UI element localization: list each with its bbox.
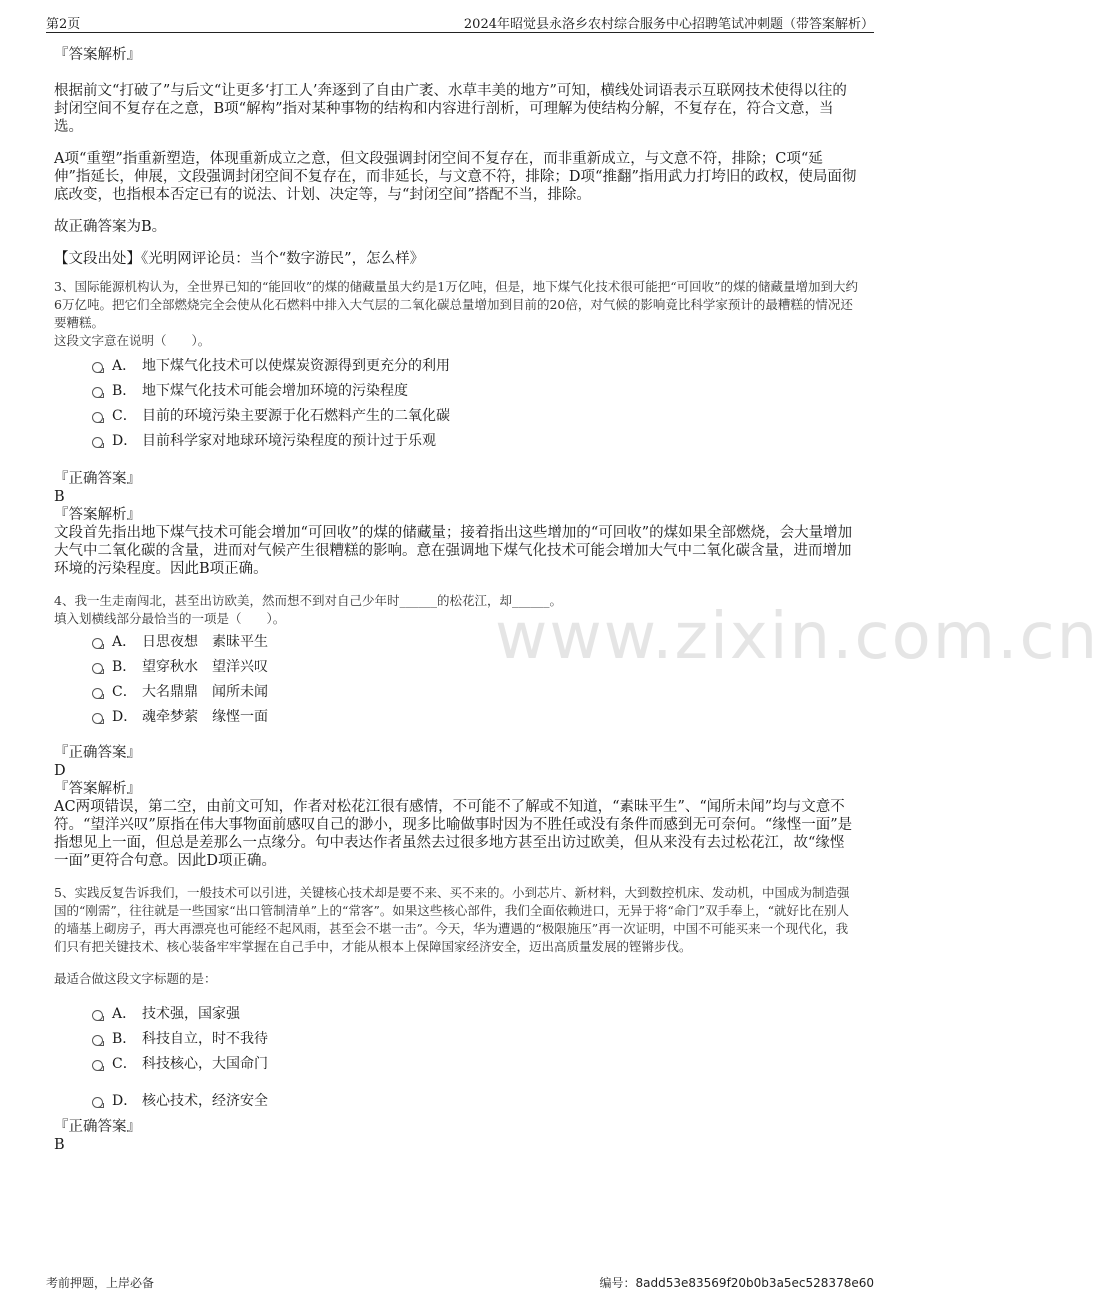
option-letter: C． bbox=[112, 408, 137, 424]
watermark: www.zixin.com.cn bbox=[495, 600, 1099, 674]
option-text: 地下煤气化技术可以使煤炭资源得到更充分的利用 bbox=[142, 358, 450, 374]
q3-analysis: 文段首先指出地下煤气技术可能会增加“可回收”的煤的储藏量；接着指出这些增加的“可回收”的煤如果全部燃烧，会大量增加大气中二氧化碳的含量，进而对气候产生很糟糕的影响。意在强调地下煤气化技术可能会增加大气中二氧化碳含量，进而增加环境的污染程度。因此B项正确。 bbox=[54, 525, 853, 577]
q4-options bbox=[54, 630, 858, 730]
q3-option-c[interactable] bbox=[54, 404, 858, 429]
radio-icon[interactable] bbox=[92, 713, 103, 724]
q3-stem: 3、国际能源机构认为，全世界已知的“能回收”的煤的储藏量虽大约是1万亿吨，但是，地下煤气化技术很可能把“可回收”的煤的储藏量增加到大约6万亿吨。把它们全部燃烧完全会使从化石燃料中排入大气层的二氧化碳总量增加到目前的20倍，对气候的影响竟比科学家预计的最糟糕的情况还要糟糕。 bbox=[54, 279, 858, 330]
q4-stem: 4、我一生走南闯北，甚至出访欧美，然而想不到对自己少年时______的松花江，却______。 bbox=[54, 593, 562, 608]
q5-option-a[interactable] bbox=[54, 1002, 858, 1027]
q5-option-d[interactable] bbox=[54, 1089, 858, 1114]
q5-answer: B bbox=[54, 1137, 65, 1153]
q4-option-b[interactable] bbox=[54, 655, 858, 680]
q2-analysis-label: 『答案解析』 bbox=[54, 47, 141, 63]
q5-answer-label: 『正确答案』 bbox=[54, 1119, 141, 1135]
q4-answer-label: 『正确答案』 bbox=[54, 745, 141, 761]
q4-analysis-label: 『答案解析』 bbox=[54, 781, 141, 797]
q3-option-a[interactable] bbox=[54, 354, 858, 379]
option-letter: C． bbox=[112, 684, 137, 700]
radio-icon[interactable] bbox=[92, 688, 103, 699]
option-text: 技术强，国家强 bbox=[142, 1006, 240, 1022]
radio-icon[interactable] bbox=[92, 387, 103, 398]
document-title: 2024年昭觉县永洛乡农村综合服务中心招聘笔试冲刺题（带答案解析） bbox=[463, 17, 874, 32]
q5-stem: 5、实践反复告诉我们，一般技术可以引进，关键核心技术却是要不来、买不来的。小到芯片、新材料，大到数控机床、发动机，中国成为制造强国的“刚需”，往往就是一些国家“出口管制清单”上的“常客”。如果这些核心部件，我们全面依赖进口，无异于将“命门”双手奉上，“就好比在别人的墙基上砌房子，再大再漂亮也可能经不起风雨，甚至会不堪一击”。今天，华为遭遇的“极限施压”再一次证明，中国不可能买来一个现代化，我们只有把关键技术、核心装备牢牢掌握在自己手中，才能从根本上保障国家经济安全，迈出高质量发展的铿锵步伐。 bbox=[54, 885, 850, 954]
option-text: 核心技术，经济安全 bbox=[142, 1093, 268, 1109]
footer-slogan: 考前押题，上岸必备 bbox=[46, 1276, 155, 1290]
option-letter: A． bbox=[112, 358, 137, 374]
radio-icon[interactable] bbox=[92, 1035, 103, 1046]
q4-option-c[interactable] bbox=[54, 680, 858, 705]
q4-analysis: AC两项错误，第二空，由前文可知，作者对松花江很有感情，不可能不了解或不知道，“素昧平生”、“闻所未闻”均与文意不符。“望洋兴叹”原指在伟大事物面前感叹自己的渺小，现多比喻做事时因为不胜任或没有条件而感到无可奈何。“缘悭一面”是指想见上一面，但总是差那么一点缘分。句中表达作者虽然去过很多地方甚至出访过欧美，但从来没有去过松花江，故“缘悭一面”更符合句意。因此D项正确。 bbox=[54, 799, 853, 869]
option-letter: D． bbox=[112, 709, 138, 725]
option-letter: B． bbox=[112, 1031, 137, 1047]
option-letter: D． bbox=[112, 433, 138, 449]
page-content bbox=[54, 42, 858, 1154]
q2-analysis-p1: 根据前文“打破了”与后文“让更多‘打工人’奔逐到了自由广袤、水草丰美的地方”可知，横线处词语表示互联网技术使得以往的封闭空间不复存在之意，B项“解构”指对某种事物的结构和内容进行剖析，可理解为使结构分解，不复存在，符合文意，当选。 bbox=[54, 83, 847, 135]
option-text: 魂牵梦萦 缘悭一面 bbox=[142, 709, 268, 725]
option-letter: A． bbox=[112, 634, 137, 650]
q3-option-d[interactable] bbox=[54, 429, 858, 454]
q3-ask: 这段文字意在说明（ ）。 bbox=[54, 333, 211, 348]
page-header bbox=[46, 12, 874, 33]
q4-option-d[interactable] bbox=[54, 705, 858, 730]
q2-analysis-p3: 故正确答案为B。 bbox=[54, 219, 167, 235]
radio-icon[interactable] bbox=[92, 1060, 103, 1071]
radio-icon[interactable] bbox=[92, 362, 103, 373]
q2-analysis-p2: A项“重塑”指重新塑造，体现重新成立之意，但文段强调封闭空间不复存在，而非重新成立，与文意不符，排除；C项“延伸”指延长，伸展，文段强调封闭空间不复存在，而非延长，与文意不符，排除；D项“推翻”指用武力打垮旧的政权，使局面彻底改变，也指根本否定已有的说法、计划、决定等，与“封闭空间”搭配不当，排除。 bbox=[54, 151, 857, 203]
q5-options bbox=[54, 1002, 858, 1114]
page-number: 第2页 bbox=[46, 17, 81, 32]
radio-icon[interactable] bbox=[92, 1097, 103, 1108]
q2-source: 【文段出处】《光明网评论员：当个“数字游民”，怎么样》 bbox=[54, 251, 425, 267]
q5-option-c[interactable] bbox=[54, 1052, 858, 1077]
q4-answer: D bbox=[54, 763, 66, 779]
option-text: 科技核心，大国命门 bbox=[142, 1056, 268, 1072]
option-letter: B． bbox=[112, 659, 137, 675]
q3-answer-label: 『正确答案』 bbox=[54, 471, 141, 487]
q5-option-b[interactable] bbox=[54, 1027, 858, 1052]
option-text: 目前的环境污染主要源于化石燃料产生的二氧化碳 bbox=[142, 408, 450, 424]
option-letter: C． bbox=[112, 1056, 137, 1072]
option-text: 科技自立，时不我待 bbox=[142, 1031, 268, 1047]
q4-option-a[interactable] bbox=[54, 630, 858, 655]
option-letter: D． bbox=[112, 1093, 138, 1109]
page-footer bbox=[46, 1274, 874, 1292]
option-letter: A． bbox=[112, 1006, 137, 1022]
option-text: 望穿秋水 望洋兴叹 bbox=[142, 659, 268, 675]
q3-answer: B bbox=[54, 489, 65, 505]
radio-icon[interactable] bbox=[92, 1010, 103, 1021]
q3-analysis-label: 『答案解析』 bbox=[54, 507, 141, 523]
option-text: 目前科学家对地球环境污染程度的预计过于乐观 bbox=[142, 433, 436, 449]
option-text: 日思夜想 素昧平生 bbox=[142, 634, 268, 650]
option-text: 大名鼎鼎 闻所未闻 bbox=[142, 684, 268, 700]
radio-icon[interactable] bbox=[92, 638, 103, 649]
radio-icon[interactable] bbox=[92, 663, 103, 674]
option-text: 地下煤气化技术可能会增加环境的污染程度 bbox=[142, 383, 408, 399]
radio-icon[interactable] bbox=[92, 412, 103, 423]
option-letter: B． bbox=[112, 383, 137, 399]
document-id: 编号：8add53e83569f20b0b3a5ec528378e60 bbox=[599, 1276, 874, 1290]
q4-ask: 填入划横线部分最恰当的一项是（ ）。 bbox=[54, 611, 286, 626]
q5-ask: 最适合做这段文字标题的是： bbox=[54, 971, 217, 986]
q3-options bbox=[54, 354, 858, 454]
radio-icon[interactable] bbox=[92, 437, 103, 448]
q3-option-b[interactable] bbox=[54, 379, 858, 404]
